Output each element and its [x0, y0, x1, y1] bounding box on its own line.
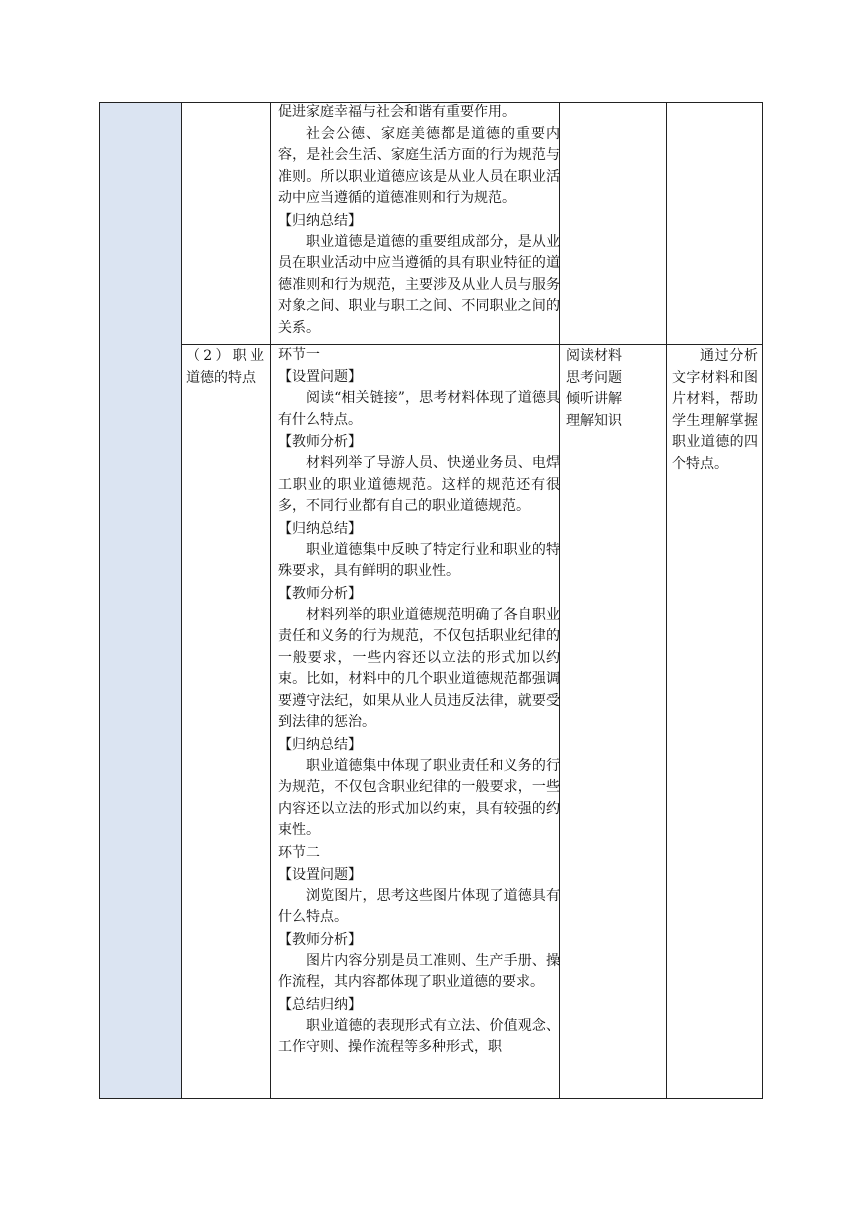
characteristics-section-content	[278, 344, 560, 1059]
paragraph: 社会公德、家庭美德都是道德的重要内容，是社会生活、家庭生活方面的行为规范与准则。所以职业道德应该是从业人员在职业活动中应当遵循的道德准则和行为规范。	[278, 125, 560, 206]
paragraph: 促进家庭幸福与社会和谐有重要作用。	[278, 104, 516, 120]
section-heading: 【归纳总结】	[278, 520, 362, 537]
section-heading: 环节二	[278, 844, 320, 861]
paragraph: 职业道德集中体现了职业责任和义务的行为规范，不仅包含职业纪律的一般要求，一些内容还以立法的形式加以约束，具有较强的约束性。	[278, 757, 560, 838]
paragraph: 材料列举了导游人员、快递业务员、电焊工职业的职业道德规范。这样的规范还有很多，不同行业都有自己的职业道德规范。	[278, 455, 560, 514]
column-divider-1	[181, 102, 182, 1099]
section-heading: 【归纳总结】	[278, 212, 362, 229]
section-heading: 【教师分析】	[278, 434, 362, 450]
table-border-right	[762, 102, 763, 1099]
section-heading: 环节一	[278, 347, 320, 363]
top-section-content	[278, 102, 560, 339]
section-heading: 【教师分析】	[278, 585, 362, 602]
paragraph: 职业道德的表现形式有立法、价值观念、工作守则、操作流程等多种形式，职	[278, 1017, 560, 1055]
section-heading: 【总结归纳】	[278, 996, 362, 1013]
section-heading: 【设置问题】	[278, 369, 362, 385]
activity-item: 阅读材料	[566, 348, 622, 364]
paragraph: 浏览图片，思考这些图片体现了道德具有什么特点。	[278, 887, 560, 925]
column-divider-4	[666, 102, 667, 1099]
paragraph: 职业道德是道德的重要组成部分，是从业员在职业活动中应当遵循的具有职业特征的道德准则和行为规范，主要涉及从业人员与服务对象之间、职业与职工之间、不同职业之间的关系。	[278, 233, 560, 336]
section-heading: 【设置问题】	[278, 866, 362, 883]
paragraph: 阅读“相关链接”，思考材料体现了道德具有什么特点。	[278, 390, 560, 428]
table-border-left	[99, 102, 100, 1099]
topic-cell	[186, 346, 264, 389]
section-heading: 【教师分析】	[278, 931, 362, 948]
topic-text: （2）职业道德的特点	[186, 348, 264, 386]
activity-cell	[566, 346, 662, 432]
column-divider-2	[270, 102, 271, 1099]
table-border-bottom	[99, 1098, 763, 1099]
paragraph: 图片内容分别是员工准则、生产手册、操作流程，其内容都体现了职业道德的要求。	[278, 952, 560, 990]
paragraph: 材料列举的职业道德规范明确了各自职业责任和义务的行为规范，不仅包括职业纪律的一般要求，一些内容还以立法的形式加以约束。比如，材料中的几个职业道德规范都强调要遵守法纪，如果从业人员违反法律，就要受到法律的惩治。	[278, 606, 560, 730]
paragraph: 职业道德集中反映了特定行业和职业的特殊要求，具有鲜明的职业性。	[278, 541, 560, 579]
activity-item: 倾听讲解	[566, 391, 622, 407]
activity-item: 思考问题	[566, 369, 622, 386]
purpose-cell	[672, 346, 758, 475]
section-heading: 【归纳总结】	[278, 736, 362, 753]
purpose-text: 通过分析文字材料和图片材料，帮助学生理解掌握职业道德的四个特点。	[672, 348, 758, 472]
activity-item: 理解知识	[566, 412, 622, 429]
